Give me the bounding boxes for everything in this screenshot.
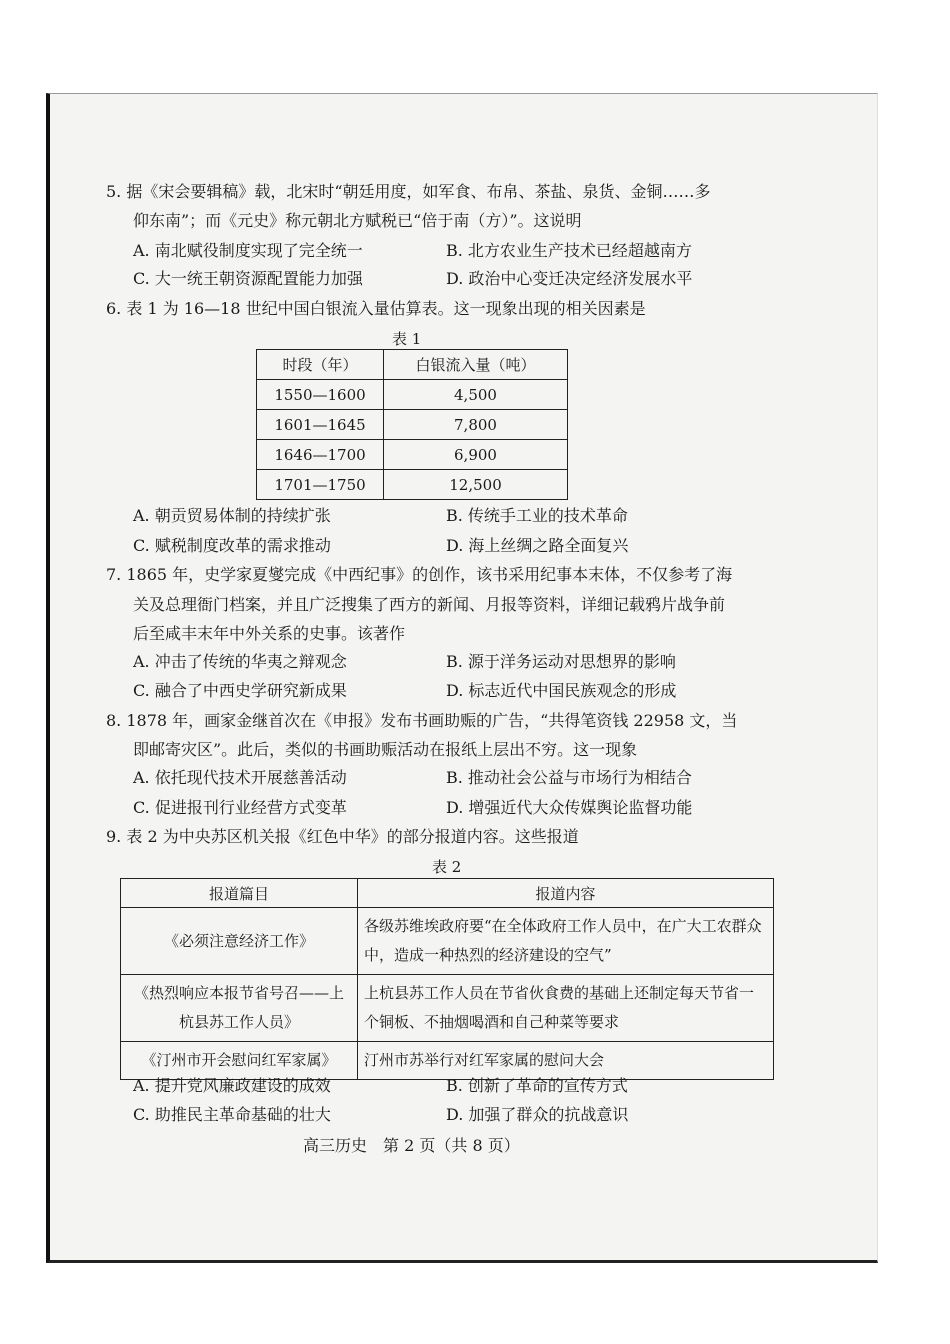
- table-row: [257, 470, 568, 500]
- q9-option-a: A. 提升党风廉政建设的成效: [133, 1076, 331, 1095]
- table-row: [257, 380, 568, 410]
- table1-cell: 6,900: [384, 440, 568, 470]
- q8-option-b: B. 推动社会公益与市场行为相结合: [446, 768, 692, 787]
- table1-cell: 1550—1600: [257, 380, 384, 410]
- table1-cell: 1646—1700: [257, 440, 384, 470]
- table2-header: 报道篇目: [121, 879, 358, 908]
- q6-option-c: C. 赋税制度改革的需求推动: [133, 536, 331, 555]
- q5-option-d: D. 政治中心变迁决定经济发展水平: [446, 269, 693, 288]
- table-row: [257, 440, 568, 470]
- q7-option-a: A. 冲击了传统的华夷之辩观念: [133, 652, 347, 671]
- table1-cell: 1601—1645: [257, 410, 384, 440]
- q7-stem-line1: 7. 1865 年，史学家夏燮完成《中西纪事》的创作，该书采用纪事本末体，不仅参考了海: [106, 565, 733, 584]
- q7-option-c: C. 融合了中西史学研究新成果: [133, 681, 347, 700]
- table-row: [121, 1042, 774, 1080]
- table2: [120, 878, 774, 1080]
- table-row: [257, 410, 568, 440]
- table1: [256, 349, 568, 500]
- table1-caption: 表 1: [392, 330, 422, 348]
- table2-cell: 上杭县苏工作人员在节省伙食费的基础上还制定每天节省一个铜板、不抽烟喝酒和自己种菜等要求: [358, 975, 774, 1042]
- table2-cell: 《汀州市开会慰问红军家属》: [121, 1042, 358, 1080]
- q9-option-d: D. 加强了群众的抗战意识: [446, 1105, 629, 1124]
- table-row: [121, 975, 774, 1042]
- table2-header: 报道内容: [358, 879, 774, 908]
- table2-cell: 各级苏维埃政府要“在全体政府工作人员中，在广大工农群众中，造成一种热烈的经济建设的空气”: [358, 908, 774, 975]
- q7-option-b: B. 源于洋务运动对思想界的影响: [446, 652, 676, 671]
- q5-stem-line2: 仰东南”；而《元史》称元朝北方赋税已“倍于南（方）”。这说明: [133, 211, 582, 230]
- q5-option-b: B. 北方农业生产技术已经超越南方: [446, 241, 692, 260]
- q5-option-a: A. 南北赋役制度实现了完全统一: [133, 241, 363, 260]
- q8-option-c: C. 促进报刊行业经营方式变革: [133, 798, 347, 817]
- q6-option-a: A. 朝贡贸易体制的持续扩张: [133, 506, 331, 525]
- table2-caption: 表 2: [432, 858, 462, 876]
- q9-option-b: B. 创新了革命的宣传方式: [446, 1076, 628, 1095]
- q8-stem-line2: 即邮寄灾区”。此后，类似的书画助赈活动在报纸上层出不穷。这一现象: [133, 740, 638, 759]
- q6-option-d: D. 海上丝绸之路全面复兴: [446, 536, 629, 555]
- q8-stem-line1: 8. 1878 年，画家金继首次在《申报》发布书画助赈的广告，“共得笔资钱 22958 文，当: [106, 711, 738, 730]
- table1-header: 时段（年）: [257, 350, 384, 380]
- table-row: [121, 908, 774, 975]
- q5-stem-line1: 5. 据《宋会要辑稿》载，北宋时“朝廷用度，如军食、布帛、茶盐、泉货、金铜……多: [106, 182, 711, 201]
- q9-option-c: C. 助推民主革命基础的壮大: [133, 1105, 331, 1124]
- table2-cell: 汀州市苏举行对红军家属的慰问大会: [358, 1042, 774, 1080]
- q9-stem-line1: 9. 表 2 为中央苏区机关报《红色中华》的部分报道内容。这些报道: [106, 827, 579, 846]
- q6-stem-line1: 6. 表 1 为 16—18 世纪中国白银流入量估算表。这一现象出现的相关因素是: [106, 299, 646, 318]
- q7-stem-line2: 关及总理衙门档案，并且广泛搜集了西方的新闻、月报等资料，详细记载鸦片战争前: [133, 595, 726, 614]
- q5-option-c: C. 大一统王朝资源配置能力加强: [133, 269, 363, 288]
- q6-option-b: B. 传统手工业的技术革命: [446, 506, 628, 525]
- q8-option-d: D. 增强近代大众传媒舆论监督功能: [446, 798, 693, 817]
- table2-cell: 《必须注意经济工作》: [121, 908, 358, 975]
- page-footer: 高三历史 第 2 页（共 8 页）: [303, 1136, 520, 1155]
- q8-option-a: A. 依托现代技术开展慈善活动: [133, 768, 347, 787]
- table1-cell: 7,800: [384, 410, 568, 440]
- table1-header: 白银流入量（吨）: [384, 350, 568, 380]
- table1-cell: 12,500: [384, 470, 568, 500]
- table2-cell: 《热烈响应本报节省号召——上杭县苏工作人员》: [121, 975, 358, 1042]
- q7-stem-line3: 后至咸丰末年中外关系的史事。该著作: [133, 624, 406, 643]
- table1-cell: 4,500: [384, 380, 568, 410]
- q7-option-d: D. 标志近代中国民族观念的形成: [446, 681, 677, 700]
- table1-cell: 1701—1750: [257, 470, 384, 500]
